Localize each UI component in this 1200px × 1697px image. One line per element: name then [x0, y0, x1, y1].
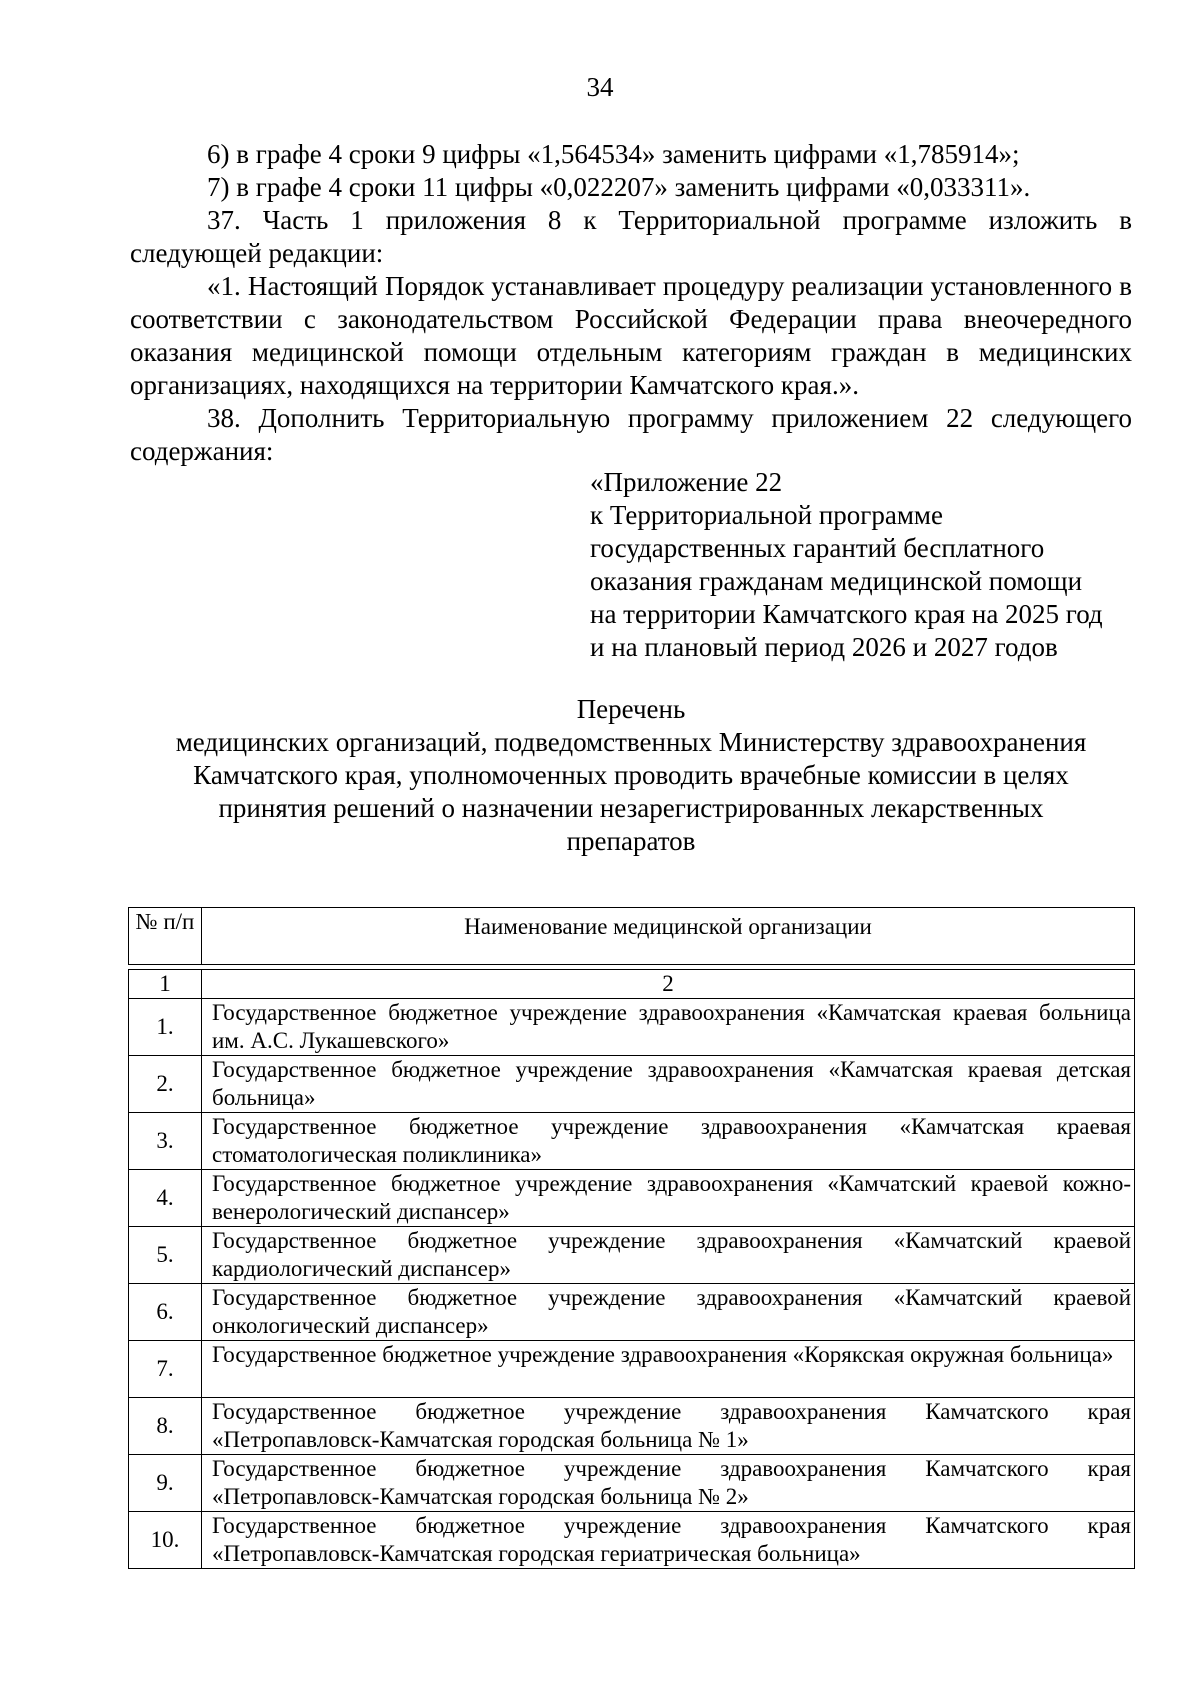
- row-number: 3.: [129, 1113, 202, 1170]
- page-number: 34: [586, 72, 614, 102]
- column-header-number: № п/п: [129, 908, 202, 965]
- row-number: 10.: [129, 1512, 202, 1569]
- row-number: 4.: [129, 1170, 202, 1227]
- organizations-table: [128, 907, 1135, 1569]
- column-number: 1: [129, 970, 202, 999]
- annex-header-line: к Территориальной программе: [590, 500, 943, 530]
- organization-name: Государственное бюджетное учреждение здравоохранения «Камчатский краевой онкологический диспансер»: [202, 1284, 1135, 1341]
- organization-name: Государственное бюджетное учреждение здравоохранения «Камчатская краевая больница им. А.С. Лукашевского»: [202, 999, 1135, 1056]
- column-header-name: Наименование медицинской организации: [202, 908, 1135, 965]
- table-row: [129, 1056, 1135, 1113]
- table-row: [129, 1113, 1135, 1170]
- row-number: 8.: [129, 1398, 202, 1455]
- organization-name: Государственное бюджетное учреждение здравоохранения Камчатского края «Петропавловск-Камчатская городская больница № 1»: [202, 1398, 1135, 1455]
- annex-header-line: государственных гарантий бесплатного: [590, 533, 1045, 563]
- row-number: 6.: [129, 1284, 202, 1341]
- amendment-text: [130, 138, 1132, 468]
- annex-header-line: «Приложение 22: [590, 467, 783, 497]
- list-heading: Перечень: [576, 694, 686, 724]
- list-title: [130, 693, 1132, 858]
- organization-name: Государственное бюджетное учреждение здравоохранения «Камчатская краевая стоматологическая поликлиника»: [202, 1113, 1135, 1170]
- organization-name: Государственное бюджетное учреждение здравоохранения Камчатского края «Петропавловск-Камчатская городская гериатрическая больница»: [202, 1512, 1135, 1569]
- annex-header-line: оказания гражданам медицинской помощи: [590, 566, 1083, 596]
- table-row: [129, 1398, 1135, 1455]
- table-header-row: [129, 908, 1135, 965]
- row-number: 5.: [129, 1227, 202, 1284]
- organization-name: Государственное бюджетное учреждение здравоохранения «Камчатский краевой кардиологический диспансер»: [202, 1227, 1135, 1284]
- row-number: 7.: [129, 1341, 202, 1398]
- paragraph-item-6: 6) в графе 4 сроки 9 цифры «1,564534» заменить цифрами «1,785914»;: [207, 139, 1020, 169]
- organization-name: Государственное бюджетное учреждение здравоохранения «Камчатская краевая детская больница»: [202, 1056, 1135, 1113]
- table-row: [129, 1341, 1135, 1398]
- paragraph-item-7: 7) в графе 4 сроки 11 цифры «0,022207» заменить цифрами «0,033311».: [207, 172, 1031, 202]
- table-row: [129, 1227, 1135, 1284]
- row-number: 9.: [129, 1455, 202, 1512]
- table-row: [129, 999, 1135, 1056]
- list-subtitle: медицинских организаций, подведомственных Министерству здравоохранения Камчатского края, уполномоченных проводить врачебные комиссии в целях принятия решений о назначении незарегистрированных лекарственных препаратов: [175, 727, 1087, 856]
- organization-name: Государственное бюджетное учреждение здравоохранения Камчатского края «Петропавловск-Камчатская городская больница № 2»: [202, 1455, 1135, 1512]
- column-number-row: [129, 970, 1135, 999]
- table-row: [129, 1170, 1135, 1227]
- paragraph-37: 37. Часть 1 приложения 8 к Территориальной программе изложить в следующей редакции:: [130, 205, 1132, 268]
- table-row: [129, 1512, 1135, 1569]
- row-number: 1.: [129, 999, 202, 1056]
- paragraph-38: 38. Дополнить Территориальную программу приложением 22 следующего содержания:: [130, 403, 1132, 466]
- table-row: [129, 1284, 1135, 1341]
- organization-name: Государственное бюджетное учреждение здравоохранения «Корякская окружная больница»: [202, 1341, 1135, 1398]
- column-number: 2: [202, 970, 1135, 999]
- organization-name: Государственное бюджетное учреждение здравоохранения «Камчатский краевой кожно-венерологический диспансер»: [202, 1170, 1135, 1227]
- annex-header-line: на территории Камчатского края на 2025 год: [590, 599, 1103, 629]
- annex-header: [590, 466, 1150, 664]
- annex-header-line: и на плановый период 2026 и 2027 годов: [590, 632, 1058, 662]
- paragraph-quoted-part-1: «1. Настоящий Порядок устанавливает процедуру реализации установленного в соответствии с законодательством Российской Федерации права внеочередного оказания медицинской помощи отдельным категориям граждан в медицинских организациях, находящихся на территории Камчатского края.».: [130, 271, 1132, 400]
- table-row: [129, 1455, 1135, 1512]
- row-number: 2.: [129, 1056, 202, 1113]
